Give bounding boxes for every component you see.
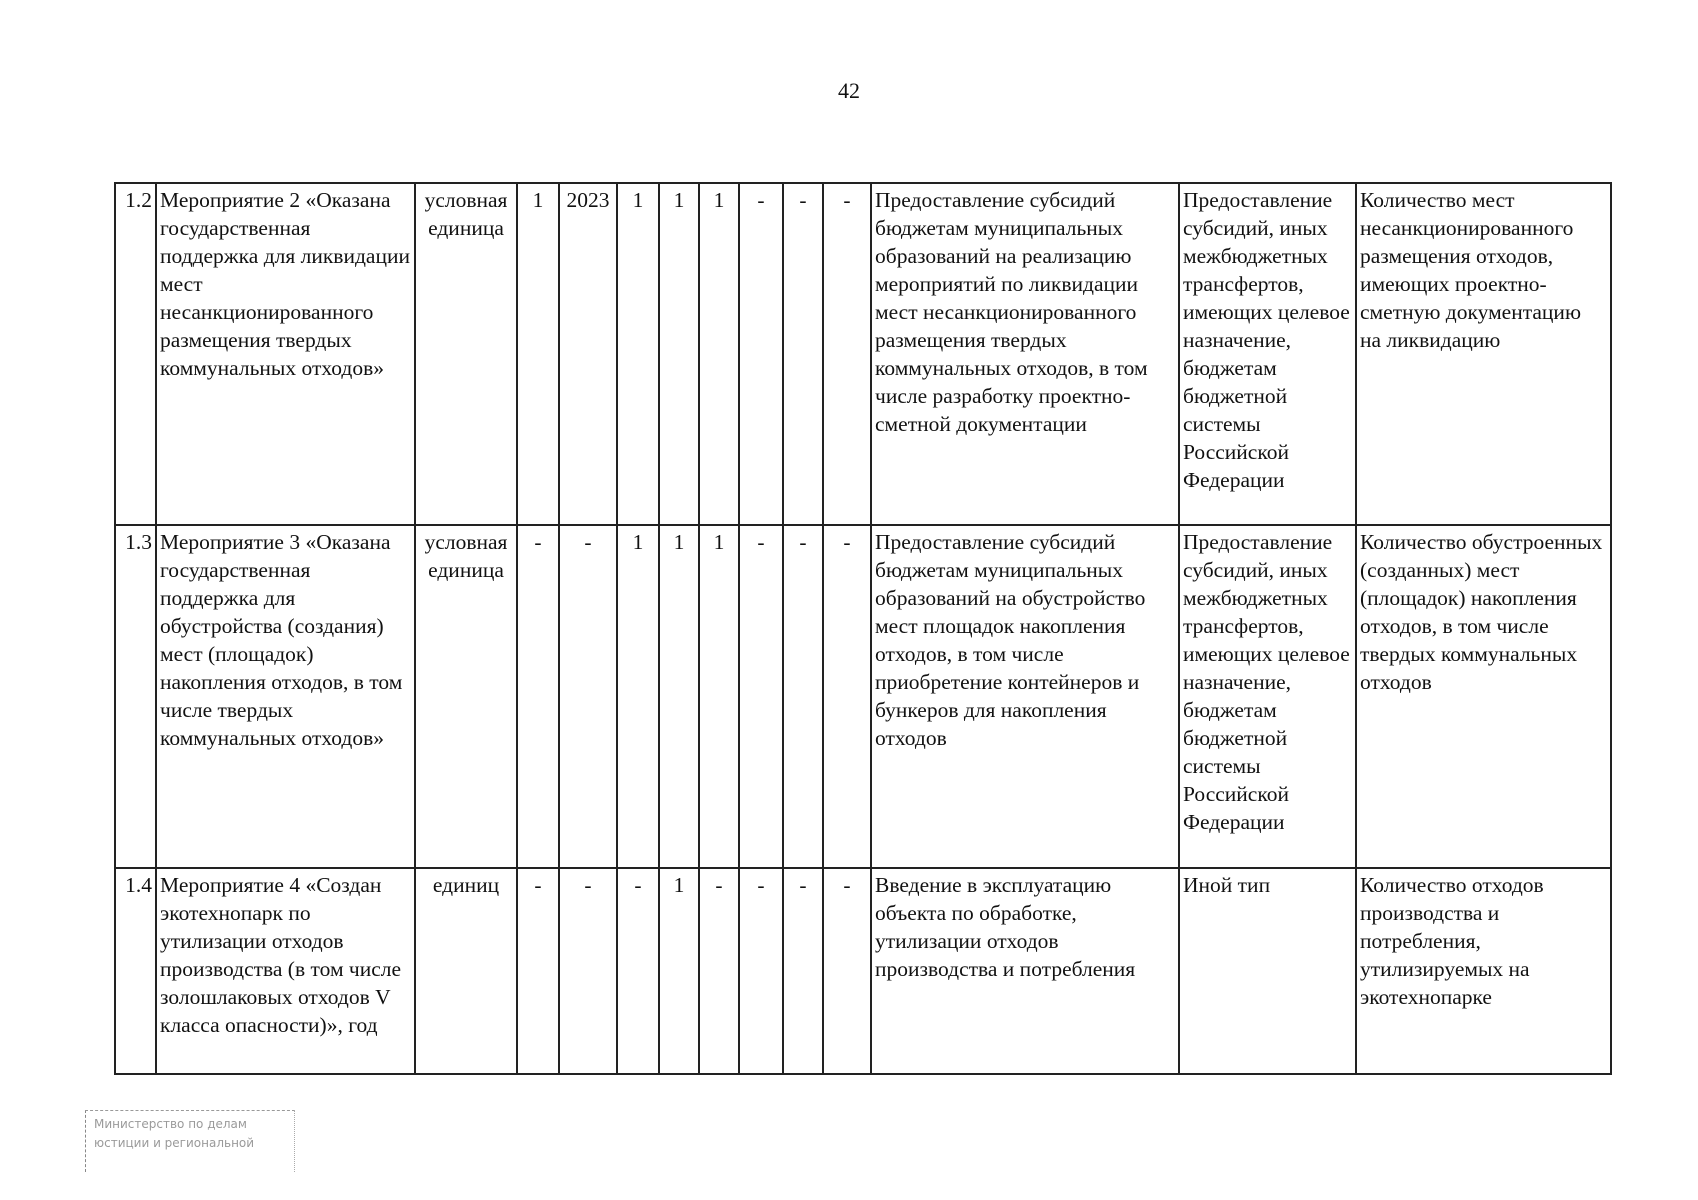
measure-name: Мероприятие 2 «Оказана государственная поддержка для ликвидации мест несанкционированного размещения твердых коммунальных отходов»	[156, 183, 415, 525]
measure-description: Предоставление субсидий бюджетам муниципальных образований на реализацию мероприятий по ликвидации мест несанкционированного размещения твердых коммунальных отходов, в том числе разработку проектно-сметной документации	[871, 183, 1179, 525]
value-cell: -	[783, 868, 823, 1074]
value-cell: -	[739, 183, 783, 525]
value-cell: -	[823, 868, 871, 1074]
value-cell: 1	[659, 868, 699, 1074]
base-year: -	[559, 525, 617, 868]
value-cell: 1	[659, 525, 699, 868]
measure-description: Предоставление субсидий бюджетам муниципальных образований на обустройство мест площадок накопления отходов, в том числе приобретение контейнеров и бункеров для накопления отходов	[871, 525, 1179, 868]
measure-indicator: Количество обустроенных (созданных) мест (площадок) накопления отходов, в том числе твердых коммунальных отходов	[1356, 525, 1611, 868]
registration-stamp	[85, 1110, 295, 1172]
base-year: -	[559, 868, 617, 1074]
value-cell: 1	[699, 183, 739, 525]
measure-type: Предоставление субсидий, иных межбюджетных трансфертов, имеющих целевое назначение, бюджетам бюджетной системы Российской Федерации	[1179, 525, 1356, 868]
value-cell: -	[783, 525, 823, 868]
page-number: 42	[838, 78, 860, 103]
row-number: 1.3	[115, 525, 156, 868]
value-cell: -	[823, 525, 871, 868]
base-value: -	[517, 525, 559, 868]
measure-unit: единиц	[415, 868, 517, 1074]
stamp-line: юстиции и региональной	[94, 1136, 255, 1150]
value-cell: -	[823, 183, 871, 525]
value-cell: 1	[617, 525, 659, 868]
measure-unit: условная единица	[415, 525, 517, 868]
measure-name: Мероприятие 3 «Оказана государственная поддержка для обустройства (создания) мест (площадок) накопления отходов, в том числе твердых коммунальных отходов»	[156, 525, 415, 868]
table-row	[115, 183, 1611, 525]
measure-name: Мероприятие 4 «Создан экотехнопарк по утилизации отходов производства (в том числе золошлаковых отходов V класса опасности)», год	[156, 868, 415, 1074]
base-year: 2023	[559, 183, 617, 525]
measure-type: Предоставление субсидий, иных межбюджетных трансфертов, имеющих целевое назначение, бюджетам бюджетной системы Российской Федерации	[1179, 183, 1356, 525]
measure-indicator: Количество отходов производства и потребления, утилизируемых на экотехнопарке	[1356, 868, 1611, 1074]
value-cell: -	[617, 868, 659, 1074]
base-value: 1	[517, 183, 559, 525]
row-number: 1.4	[115, 868, 156, 1074]
measure-indicator: Количество мест несанкционированного размещения отходов, имеющих проектно-сметную документацию на ликвидацию	[1356, 183, 1611, 525]
base-value: -	[517, 868, 559, 1074]
stamp-line: Министерство по делам	[94, 1117, 247, 1131]
value-cell: 1	[659, 183, 699, 525]
table-row	[115, 868, 1611, 1074]
measure-type: Иной тип	[1179, 868, 1356, 1074]
value-cell: 1	[699, 525, 739, 868]
measures-table	[114, 182, 1612, 1075]
value-cell: 1	[617, 183, 659, 525]
value-cell: -	[699, 868, 739, 1074]
measure-unit: условная единица	[415, 183, 517, 525]
measure-description: Введение в эксплуатацию объекта по обработке, утилизации отходов производства и потребления	[871, 868, 1179, 1074]
value-cell: -	[739, 868, 783, 1074]
value-cell: -	[739, 525, 783, 868]
table-row	[115, 525, 1611, 868]
value-cell: -	[783, 183, 823, 525]
row-number: 1.2	[115, 183, 156, 525]
